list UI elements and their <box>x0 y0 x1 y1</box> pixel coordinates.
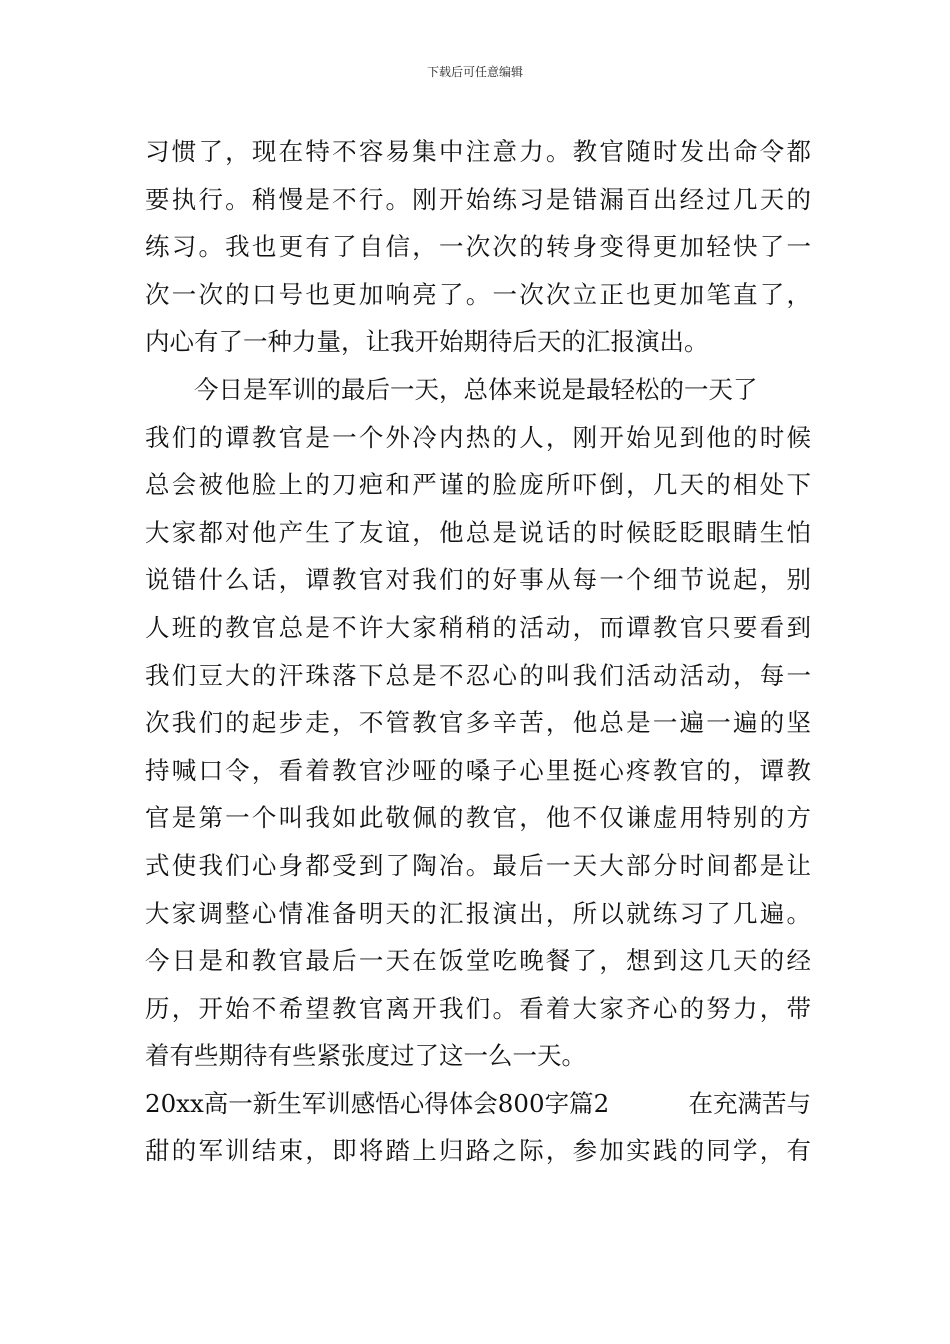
section-heading-title: 20xx高一新生军训感悟心得体会800字篇2 <box>145 1088 610 1118</box>
section-heading-row <box>145 1080 811 1128</box>
text-line: 总会被他脸上的刀疤和严谨的脸庞所吓倒，几天的相处下 <box>145 470 811 500</box>
text-line: 我们豆大的汗珠落下总是不忍心的叫我们活动活动，每一 <box>145 660 811 690</box>
text-line: 练习。我也更有了自信，一次次的转身变得更加轻快了一 <box>145 232 811 262</box>
text-line: 官是第一个叫我如此敬佩的教官，他不仅谦虚用特别的方 <box>145 803 811 833</box>
text-line: 习惯了，现在特不容易集中注意力。教官随时发出命令都 <box>145 137 811 166</box>
text-line: 持喊口令，看着教官沙哑的嗓子心里挺心疼教官的，谭教 <box>145 755 811 785</box>
text-line: 历，开始不希望教官离开我们。看着大家齐心的努力，带 <box>145 993 811 1023</box>
section-heading-continuation: 在充满苦与 <box>688 1088 811 1118</box>
text-line: 式使我们心身都受到了陶冶。最后一天大部分时间都是让 <box>145 850 811 880</box>
text-line: 说错什么话，谭教官对我们的好事从每一个细节说起，别 <box>145 565 811 595</box>
text-line: 我们的谭教官是一个外冷内热的人，刚开始见到他的时候 <box>145 422 811 452</box>
text-line: 大家都对他产生了友谊，他总是说话的时候眨眨眼睛生怕 <box>145 517 811 547</box>
text-line: 次我们的起步走，不管教官多辛苦，他总是一遍一遍的坚 <box>145 708 811 738</box>
page-header: 下载后可任意编辑 <box>426 65 523 79</box>
paragraph-first-line: 今日是军训的最后一天，总体来说是最轻松的一天了 <box>194 374 758 404</box>
text-line: 着有些期待有些紧张度过了这一么一天。 <box>145 1041 586 1071</box>
text-line: 内心有了一种力量，让我开始期待后天的汇报演出。 <box>145 327 709 357</box>
text-line: 甜的军训结束，即将踏上归路之际，参加实践的同学，有 <box>145 1136 811 1166</box>
body-text <box>145 128 811 1175</box>
text-line: 要执行。稍慢是不行。刚开始练习是错漏百出经过几天的 <box>145 184 811 214</box>
text-line: 大家调整心情准备明天的汇报演出，所以就练习了几遍。 <box>145 898 811 928</box>
text-line: 今日是和教官最后一天在饭堂吃晚餐了，想到这几天的经 <box>145 946 811 976</box>
text-line: 人班的教官总是不许大家稍稍的活动，而谭教官只要看到 <box>145 612 811 642</box>
text-line: 次一次的口号也更加响亮了。一次次立正也更加笔直了， <box>145 279 811 309</box>
